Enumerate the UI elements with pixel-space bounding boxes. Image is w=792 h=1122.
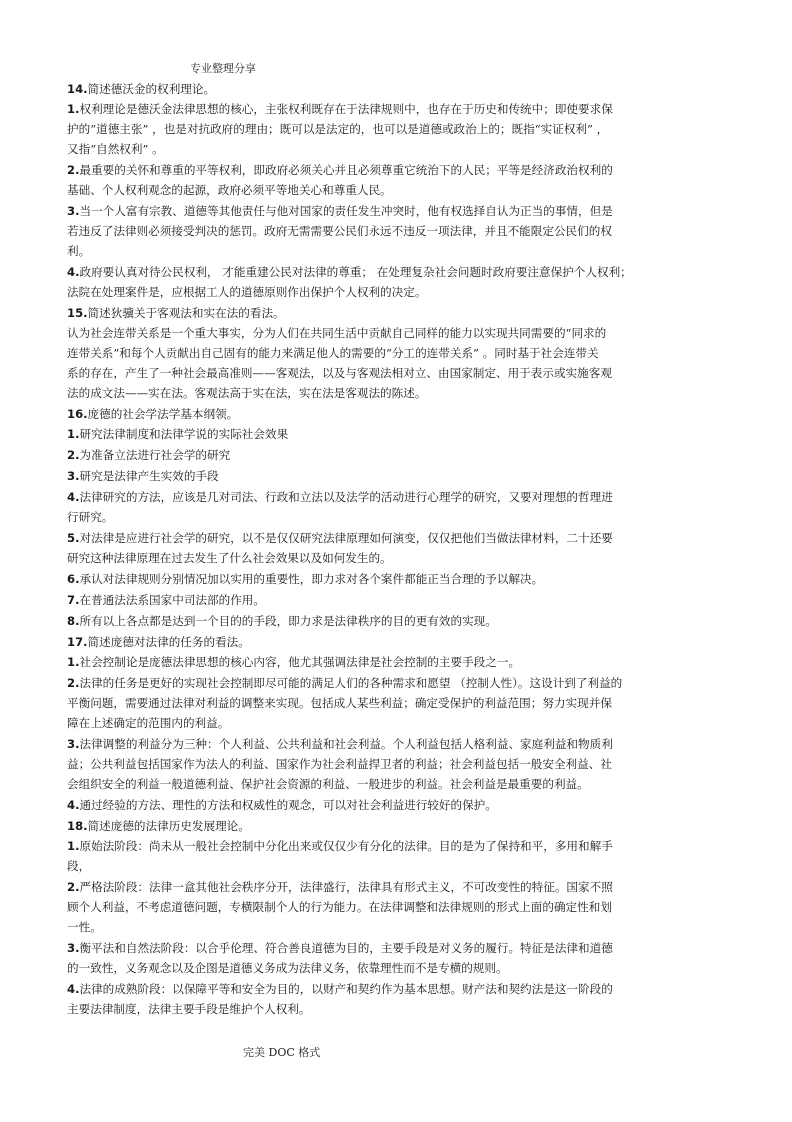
line-text: 法律的成熟阶段：以保障平等和安全为目的，以财产和契约作为基本思想。财产法和契约法是这一阶段的: [79, 982, 613, 996]
line-text: 所有以上各点都是达到一个目的的手段，即力求是法律秩序的目的更有效的实现。: [79, 614, 497, 628]
line-text: 又指“自然权利” 。: [67, 142, 164, 156]
paragraph-line: [67, 652, 727, 672]
line-text: 原始法阶段：尚未从一般社会控制中分化出来或仅仅少有分化的法律。目的是为了保持和平，多用和解手: [79, 839, 613, 853]
paragraph: [67, 979, 727, 1019]
paragraph: [67, 99, 727, 159]
line-text: 通过经验的方法、理性的方法和权威性的观念，可以对社会利益进行较好的保护。: [79, 798, 497, 812]
line-text: 一性。: [67, 920, 102, 934]
item-number: 4.: [67, 798, 80, 812]
paragraph: [67, 466, 727, 486]
paragraph-line: [67, 262, 727, 282]
paragraph-line: [67, 938, 727, 958]
section-title: 简述庞德对法律的任务的看法。: [87, 635, 250, 649]
line-text: 权利理论是德沃金法律思想的核心，主张权利既存在于法律规则中，也存在于历史和传统中；即使要求保: [79, 102, 613, 116]
line-text: 法律的任务是更好的实现社会控制即尽可能的满足人们的各种需求和愿望 （控制人性）。这设计到了利益的: [79, 676, 623, 690]
paragraph: [67, 569, 727, 589]
line-text: 严格法阶段：法律一盒其他社会秩序分开，法律盛行，法律具有形式主义，不可改变性的特征。国家不照: [79, 880, 613, 894]
line-text: 最重要的关怀和尊重的平等权利，即政府必须关心并且必须尊重它统治下的人民；平等是经济政治权利的: [79, 163, 613, 177]
paragraph: [67, 262, 727, 302]
section-heading: [67, 303, 727, 323]
item-number: 2.: [67, 880, 80, 894]
line-text: 利。: [67, 244, 91, 258]
line-text: 基础、个人权利观念的起源，政府必须平等地关心和尊重人民。: [67, 183, 392, 197]
paragraph-line: [67, 693, 727, 713]
line-text: 衡平法和自然法阶段：以合乎伦理、符合善良道德为目的，主要手段是对义务的履行。特征是法律和道德: [79, 941, 613, 955]
section-title: 庞德的社会学法学基本纲领。: [87, 407, 239, 421]
paragraph: [67, 938, 727, 978]
line-text: 行研究。: [67, 510, 114, 524]
section-heading: [67, 816, 727, 836]
line-text: 连带关系”和每个人贡献出自己固有的能力来满足他人的需要的“分工的连带关系” 。同时基于社会连带关: [67, 346, 599, 360]
section-heading: [67, 632, 727, 652]
paragraph-line: [67, 99, 727, 119]
section-number: 17.: [67, 635, 88, 649]
paragraph-line: [67, 590, 727, 610]
section-title: 简述狄骥关于客观法和实在法的看法。: [87, 306, 285, 320]
line-text: 在普通法法系国家中司法部的作用。: [79, 593, 265, 607]
paragraph-line: [67, 774, 727, 794]
line-text: 为准备立法进行社会学的研究: [79, 448, 231, 462]
paragraph: [67, 160, 727, 200]
paragraph-line: [67, 836, 727, 856]
item-number: 4.: [67, 265, 80, 279]
line-text: 研究这种法律原理在过去发生了什么社会效果以及如何发生的。: [67, 551, 392, 565]
paragraph-line: [67, 466, 727, 486]
section-number: 14.: [67, 82, 88, 96]
paragraph-line: [67, 343, 727, 363]
line-text: 承认对法律规则分别情况加以实用的重要性，即力求对各个案件都能正当合理的予以解决。: [79, 572, 544, 586]
paragraph-line: [67, 548, 727, 568]
paragraph-line: [67, 569, 727, 589]
paragraph-line: [67, 323, 727, 343]
paragraph-line: [67, 856, 727, 876]
line-text: 认为社会连带关系是一个重大事实，分为人们在共同生活中贡献自己同样的能力以实现共同需要的“同求的: [67, 326, 607, 340]
line-text: 研究法律制度和法律学说的实际社会效果: [79, 427, 289, 441]
item-number: 3.: [67, 737, 80, 751]
line-text: 护的“道德主张” ，也是对抗政府的理由；既可以是法定的，也可以是道德或政治上的；既指“实证权利” ，: [67, 122, 609, 136]
paragraph-line: [67, 897, 727, 917]
paragraph-line: [67, 424, 727, 444]
item-number: 7.: [67, 593, 80, 607]
paragraph-line: [67, 754, 727, 774]
item-number: 3.: [67, 469, 80, 483]
paragraph-line: [67, 611, 727, 631]
line-text: 系的存在，产生了一种社会最高准则——客观法，以及与客观法相对立、由国家制定、用于表示或实施客观: [67, 366, 612, 380]
line-text: 社会控制论是庞德法律思想的核心内容，他尤其强调法律是社会控制的主要手段之一。: [79, 655, 521, 669]
paragraph: [67, 673, 727, 733]
line-text: 若违反了法律则必须接受判决的惩罚。政府无需需要公民们永远不违反一项法律，并且不能限定公民们的权: [67, 224, 612, 238]
section-heading: [67, 79, 727, 99]
paragraph-line: [67, 713, 727, 733]
section-title: 简述庞德的法律历史发展理论。: [87, 819, 250, 833]
paragraph: [67, 877, 727, 937]
paragraph-line: [67, 241, 727, 261]
paragraph: [67, 795, 727, 815]
paragraph-line: [67, 528, 727, 548]
paragraph: [67, 323, 727, 403]
paragraph-line: [67, 282, 727, 302]
item-number: 5.: [67, 531, 80, 545]
line-text: 段，: [67, 859, 91, 873]
paragraph: [67, 836, 727, 876]
line-text: 障在上述确定的范围内的利益。: [67, 716, 230, 730]
paragraph-line: [67, 958, 727, 978]
section-number: 16.: [67, 407, 88, 421]
paragraph-line: [67, 363, 727, 383]
paragraph: [67, 424, 727, 444]
paragraph: [67, 652, 727, 672]
section-title: 简述德沃金的权利理论。: [87, 82, 216, 96]
line-text: 当一个人富有宗教、道德等其他责任与他对国家的责任发生冲突时，他有权选择自认为正当的事情，但是: [79, 204, 613, 218]
paragraph-line: [67, 917, 727, 937]
line-text: 顾个人利益，不考虑道德问题，专横限制个人的行为能力。在法律调整和法律规则的形式上面的确定性和划: [67, 900, 612, 914]
document-body: [67, 79, 727, 1020]
paragraph: [67, 611, 727, 631]
paragraph-line: [67, 180, 727, 200]
paragraph: [67, 590, 727, 610]
line-text: 对法律是应进行社会学的研究，以不是仅仅研究法律原理如何演变，仅仅把他们当做法律材料，二十还要: [79, 531, 613, 545]
page-header: 专业整理分享: [190, 62, 256, 75]
line-text: 会组织安全的利益一般道德利益、保护社会资源的利益、一般进步的利益。社会利益是最重要的利益。: [67, 777, 589, 791]
line-text: 法院在处理案件是，应根据工人的道德原则作出保护个人权利的决定。: [67, 285, 427, 299]
paragraph-line: [67, 877, 727, 897]
page-footer: 完美 DOC 格式: [243, 1046, 321, 1059]
paragraph: [67, 201, 727, 261]
paragraph: [67, 734, 727, 794]
section-heading: [67, 404, 727, 424]
item-number: 4.: [67, 982, 80, 996]
item-number: 1.: [67, 427, 80, 441]
paragraph-line: [67, 160, 727, 180]
paragraph: [67, 445, 727, 465]
line-text: 法的成文法——实在法。客观法高于实在法，实在法是客观法的陈述。: [67, 386, 427, 400]
item-number: 1.: [67, 102, 80, 116]
paragraph-line: [67, 201, 727, 221]
line-text: 政府要认真对待公民权利， 才能重建公民对法律的尊重； 在处理复杂社会问题时政府要注意保护个人权利；: [79, 265, 632, 279]
line-text: 研究是法律产生实效的手段: [79, 469, 219, 483]
paragraph-line: [67, 673, 727, 693]
line-text: 法律研究的方法，应该是几对司法、行政和立法以及法学的活动进行心理学的研究，又要对理想的哲理进: [79, 490, 613, 504]
paragraph-line: [67, 119, 727, 139]
paragraph-line: [67, 445, 727, 465]
paragraph: [67, 487, 727, 527]
line-text: 益；公共利益包括国家作为法人的利益、国家作为社会利益捍卫者的利益；社会利益包括一般安全利益、社: [67, 757, 612, 771]
section-number: 18.: [67, 819, 88, 833]
line-text: 法律调整的利益分为三种：个人利益、公共利益和社会利益。个人利益包括人格利益、家庭利益和物质利: [79, 737, 613, 751]
item-number: 4.: [67, 490, 80, 504]
item-number: 2.: [67, 676, 80, 690]
item-number: 1.: [67, 839, 80, 853]
paragraph-line: [67, 221, 727, 241]
line-text: 主要法律制度，法律主要手段是维护个人权利。: [67, 1002, 311, 1016]
line-text: 的一致性，义务观念以及企图是道德义务成为法律义务，依靠理性而不是专横的规则。: [67, 961, 508, 975]
paragraph-line: [67, 999, 727, 1019]
item-number: 6.: [67, 572, 80, 586]
paragraph-line: [67, 795, 727, 815]
item-number: 3.: [67, 204, 80, 218]
section-number: 15.: [67, 306, 88, 320]
item-number: 3.: [67, 941, 80, 955]
item-number: 1.: [67, 655, 80, 669]
paragraph-line: [67, 507, 727, 527]
paragraph: [67, 528, 727, 568]
paragraph-line: [67, 139, 727, 159]
paragraph-line: [67, 979, 727, 999]
line-text: 平衡问题，需要通过法律对利益的调整来实现。包括成人某些利益；确定受保护的利益范围；努力实现并保: [67, 696, 612, 710]
item-number: 8.: [67, 614, 80, 628]
paragraph-line: [67, 487, 727, 507]
item-number: 2.: [67, 163, 80, 177]
paragraph-line: [67, 383, 727, 403]
paragraph-line: [67, 734, 727, 754]
item-number: 2.: [67, 448, 80, 462]
